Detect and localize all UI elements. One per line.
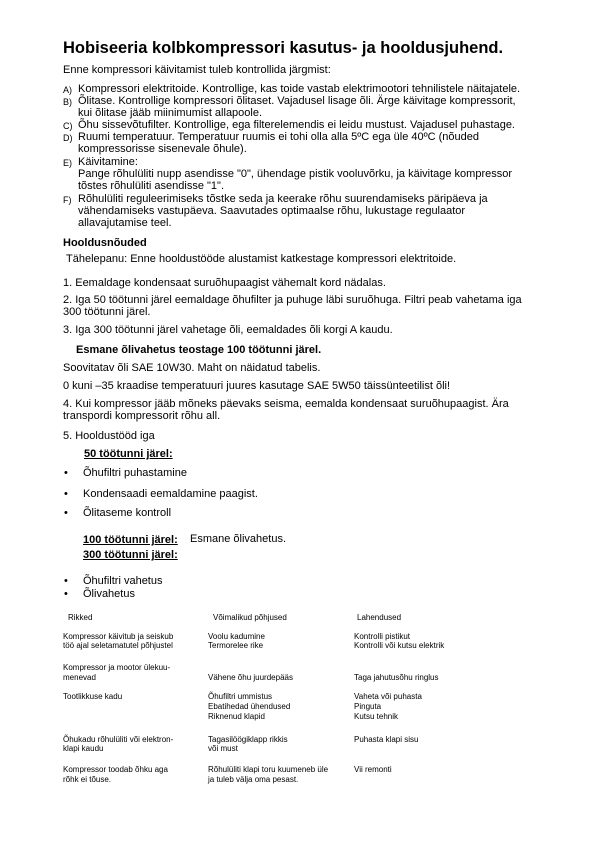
check-text: Käivitamine: bbox=[78, 156, 138, 168]
check-text: Pange rõhulüliti nupp asendisse "0", ühendage pistik vooluvõrku, ja käivitage kompressor bbox=[78, 168, 513, 180]
table-header: Lahendused bbox=[357, 613, 402, 622]
table-header: Võimalikud põhjused bbox=[213, 613, 287, 622]
bullet-icon: • bbox=[64, 588, 68, 600]
table-header: Rikked bbox=[68, 613, 93, 622]
intro-text: Enne kompressori käivitamist tuleb kontrollida järgmist: bbox=[63, 64, 331, 76]
table-cell: Kompressor ja mootor ülekuu- bbox=[63, 663, 171, 672]
table-cell: Kontrolli pistikut bbox=[354, 632, 411, 641]
maintenance-warning: Tähelepanu: Enne hooldustööde alustamist katkestage kompressori elektritoide. bbox=[66, 253, 457, 265]
table-cell: Taga jahutusõhu ringlus bbox=[354, 673, 439, 682]
maintenance-item: 5. Hooldustööd iga bbox=[63, 430, 155, 442]
table-cell: Tagasilöögiklapp rikkis bbox=[208, 735, 288, 744]
table-cell: Termorelee rike bbox=[208, 641, 264, 650]
bullet-icon: • bbox=[64, 488, 68, 500]
table-cell: Pinguta bbox=[354, 702, 382, 711]
table-cell: menevad bbox=[63, 673, 96, 682]
table-cell: Riknenud klapid bbox=[208, 712, 265, 721]
table-cell: Kontrolli või kutsu elektrik bbox=[354, 641, 445, 650]
maintenance-heading: Hooldusnõuded bbox=[63, 237, 147, 249]
table-cell: töö ajal seletamatutel põhjustel bbox=[63, 641, 173, 650]
check-text: Kompressori elektritoide. Kontrollige, kas toide vastab elektrimootori tehnilistele näitajatele. bbox=[78, 83, 521, 95]
check-letter: D) bbox=[63, 133, 73, 143]
maintenance-item: 300 töötunni järel. bbox=[63, 306, 151, 318]
list-item: Õlivahetus bbox=[83, 588, 135, 600]
table-cell: Kompressor käivitub ja seiskub bbox=[63, 632, 174, 641]
maintenance-item: 2. Iga 50 töötunni järel eemaldage õhufilter ja puhuge läbi suruõhuga. Filtri peab vahetama iga bbox=[63, 294, 522, 306]
list-item: Õhufiltri vahetus bbox=[83, 575, 163, 587]
cold-oil-note: 0 kuni –35 kraadise temperatuuri juures kasutage SAE 5W50 täissünteetilist õli! bbox=[63, 380, 451, 392]
table-cell: Ebatihedad ühendused bbox=[208, 702, 291, 711]
document-title: Hobiseeria kolbkompressori kasutus- ja hooldusjuhend. bbox=[63, 39, 504, 57]
table-cell: Õhufiltri ummistus bbox=[208, 692, 273, 701]
table-cell: Kompressor toodab õhku aga bbox=[63, 765, 168, 774]
table-cell: Vähene õhu juurdepääs bbox=[208, 673, 293, 682]
maintenance-item: transpordi kompressorit rõhu all. bbox=[63, 410, 221, 422]
table-cell: Rõhulüliti klapi toru kuumeneb üle bbox=[208, 765, 329, 774]
bullet-icon: • bbox=[64, 507, 68, 519]
interval-300-heading: 300 töötunni järel: bbox=[83, 549, 178, 561]
table-cell: Voolu kadumine bbox=[208, 632, 265, 641]
check-text: kui õlitase jääb miinimumist allapoole. bbox=[78, 107, 263, 119]
check-letter: B) bbox=[63, 97, 72, 107]
table-cell: või must bbox=[208, 744, 238, 753]
oil-recommendation: Soovitatav õli SAE 10W30. Maht on näidatud tabelis. bbox=[63, 362, 321, 374]
check-text: Õlitase. Kontrollige kompressori õlitaset. Vajadusel lisage õli. Ärge käivitage kompressorit, bbox=[78, 95, 516, 107]
table-cell: Vaheta või puhasta bbox=[354, 692, 422, 701]
check-letter: E) bbox=[63, 158, 72, 168]
table-cell: klapi kaudu bbox=[63, 744, 104, 753]
table-cell: rõhk ei tõuse. bbox=[63, 775, 112, 784]
list-item: Õlitaseme kontroll bbox=[83, 507, 172, 519]
bullet-icon: • bbox=[64, 575, 68, 587]
first-oil-change: Esmane õlivahetus teostage 100 töötunni järel. bbox=[76, 344, 322, 356]
table-cell: Kutsu tehnik bbox=[354, 712, 399, 721]
maintenance-item: 1. Eemaldage kondensaat suruõhupaagist vähemalt kord nädalas. bbox=[63, 277, 386, 289]
interval-100-text: Esmane õlivahetus. bbox=[190, 533, 286, 545]
check-letter: C) bbox=[63, 121, 73, 131]
bullet-icon: • bbox=[64, 467, 68, 479]
check-text: allavajutamise teel. bbox=[78, 217, 172, 229]
table-cell: ja tuleb välja oma pesast. bbox=[208, 775, 299, 784]
interval-100-heading: 100 töötunni järel: bbox=[83, 534, 178, 546]
table-cell: Tootlikkuse kadu bbox=[63, 692, 123, 701]
check-text: kompressorisse sisenevale õhule). bbox=[78, 143, 247, 155]
check-text: Õhu sissevõtufilter. Kontrollige, ega filterelemendis ei leidu mustust. Vajadusel puhastage. bbox=[78, 119, 515, 131]
interval-50-heading: 50 töötunni järel: bbox=[84, 448, 173, 460]
list-item: Õhufiltri puhastamine bbox=[83, 467, 187, 479]
table-cell: Puhasta klapi sisu bbox=[354, 735, 419, 744]
table-cell: Vii remonti bbox=[354, 765, 392, 774]
check-text: tõstes rõhulüliti asendisse "1". bbox=[78, 180, 224, 192]
maintenance-item: 3. Iga 300 töötunni järel vahetage õli, eemaldades õli korgi A kaudu. bbox=[63, 324, 393, 336]
check-text: Ruumi temperatuur. Temperatuur ruumis ei tohi olla alla 5ºC ega üle 40ºC (nõuded bbox=[78, 131, 479, 143]
list-item: Kondensaadi eemaldamine paagist. bbox=[83, 488, 258, 500]
check-text: vähendamiseks vastupäeva. Saavutades optimaalse rõhu, lukustage regulaator bbox=[78, 205, 466, 217]
maintenance-item: 4. Kui kompressor jääb mõneks päevaks seisma, eemalda kondensaat suruõhupaagist. Ära bbox=[63, 398, 509, 410]
table-cell: Õhukadu rõhulüliti või elektron- bbox=[63, 735, 174, 744]
check-text: Rõhulüliti reguleerimiseks tõstke seda ja keerake rõhu suurendamiseks päripäeva ja bbox=[78, 193, 488, 205]
check-letter: A) bbox=[63, 85, 72, 95]
check-letter: F) bbox=[63, 195, 72, 205]
